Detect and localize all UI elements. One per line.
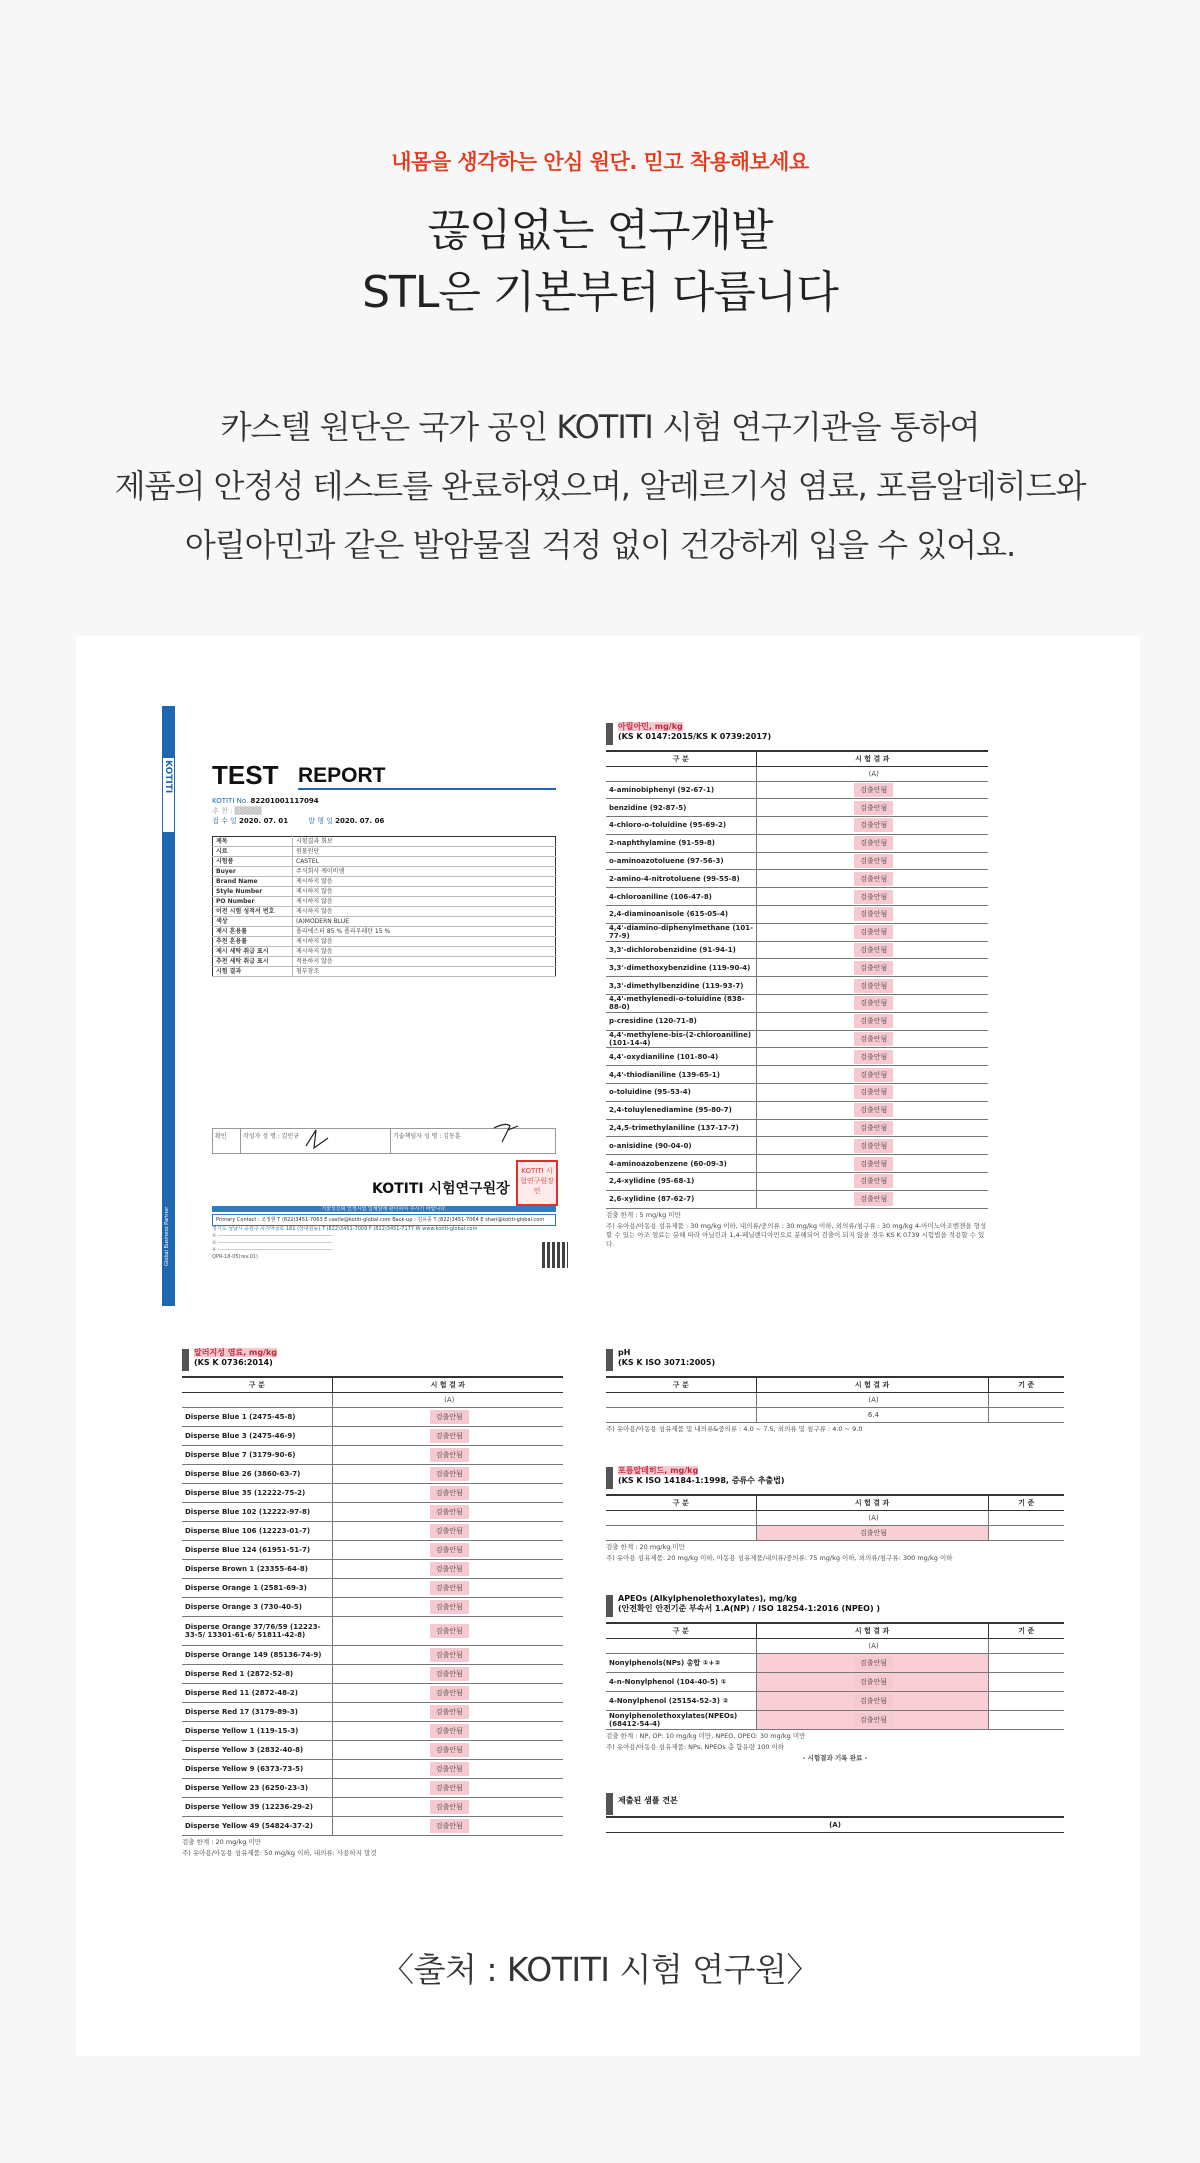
arylamine-row	[606, 1119, 988, 1137]
arylamine-row	[606, 906, 988, 924]
row-result: 검출안됨	[756, 1672, 988, 1691]
row-result: 검출안됨	[332, 1616, 563, 1645]
row-label: Disperse Yellow 39 (12236-29-2)	[182, 1797, 332, 1816]
arylamine-row	[606, 888, 988, 906]
row-label: Disperse Blue 102 (12222-97-8)	[182, 1502, 332, 1521]
arylamine-row	[606, 1155, 988, 1173]
report-row: 추천 세탁 취급 표시 적용하지 않음	[213, 957, 556, 967]
row-result: 검출안됨	[332, 1797, 563, 1816]
row-label: Disperse Orange 1 (2581-69-3)	[182, 1578, 332, 1597]
report-title-test: TEST	[212, 760, 279, 790]
row-result: 검출안됨	[332, 1778, 563, 1797]
disperse-row	[182, 1502, 563, 1521]
report-row: 제목 시험결과 회보	[213, 837, 556, 847]
report-row: PO Number 제시하지 않음	[213, 897, 556, 907]
row-label: 2-naphthylamine (91-59-8)	[606, 834, 756, 852]
row-result: 검출안됨	[332, 1702, 563, 1721]
row-result: 검출안됨	[756, 1710, 988, 1729]
row-label: Disperse Yellow 23 (6250-23-3)	[182, 1778, 332, 1797]
row-result: 검출안됨	[332, 1426, 563, 1445]
row-label: 4-aminobiphenyl (92-67-1)	[606, 781, 756, 799]
disperse-row	[182, 1797, 563, 1816]
disperse-row	[182, 1616, 563, 1645]
row-label: p-cresidine (120-71-8)	[606, 1012, 756, 1030]
disperse-row	[182, 1683, 563, 1702]
row-label: Disperse Yellow 9 (6373-73-5)	[182, 1759, 332, 1778]
row-result: 검출안됨	[332, 1740, 563, 1759]
report-row: 제시 혼용률 폴리에스터 85 % 폴리우레탄 15 %	[213, 927, 556, 937]
disperse-row	[182, 1740, 563, 1759]
row-result: 검출안됨	[332, 1645, 563, 1664]
disperse-row	[182, 1759, 563, 1778]
row-result: 검출안됨	[756, 1137, 988, 1155]
row-result: 검출안됨	[756, 1012, 988, 1030]
row-label: Disperse Blue 3 (2475-46-9)	[182, 1426, 332, 1445]
row-label: 4,4'-methylene-bis-(2-chloroaniline) (101-14-4)	[606, 1030, 756, 1048]
row-result: 검출안됨	[756, 977, 988, 995]
row-label: 4-Nonylphenol (25154-52-3) ②	[606, 1691, 756, 1710]
row-result: 검출안됨	[332, 1597, 563, 1616]
title-underline	[298, 788, 556, 790]
report-row: Style Number 제시하지 않음	[213, 887, 556, 897]
official-seal: KOTITI 시험연구원장인	[516, 1160, 558, 1206]
arylamine-row	[606, 959, 988, 977]
row-label: 2,4-xylidine (95-68-1)	[606, 1173, 756, 1191]
row-label: 4-chloro-o-toluidine (95-69-2)	[606, 817, 756, 835]
row-result: 검출안됨	[332, 1483, 563, 1502]
apeo-note: 주) 유아용/아동용 섬유제품: NPs, NPEOs 총 함유량 100 이하	[606, 1742, 785, 1751]
row-label: Disperse Yellow 3 (2832-40-8)	[182, 1740, 332, 1759]
arylamine-row	[606, 1030, 988, 1048]
row-label: 4-aminoazobenzene (60-09-3)	[606, 1155, 756, 1173]
row-label: 4-n-Nonylphenol (104-40-5) ①	[606, 1672, 756, 1691]
row-label: 2,4-diaminoanisole (615-05-4)	[606, 906, 756, 924]
row-result: 검출안됨	[332, 1407, 563, 1426]
description-line-2: 제품의 안정성 테스트를 완료하였으며, 알레르기성 염료, 포름알데히드와	[114, 467, 1086, 505]
row-result: 검출안됨	[756, 923, 988, 941]
disperse-row	[182, 1540, 563, 1559]
row-result: 검출안됨	[756, 1691, 988, 1710]
description	[0, 398, 1200, 575]
report-row: 시험품 CASTEL	[213, 857, 556, 867]
arylamine-row	[606, 941, 988, 959]
row-result: 검출안됨	[756, 817, 988, 835]
row-result: 검출안됨	[332, 1816, 563, 1835]
report-row: Buyer 주식회사 캐이비엠	[213, 867, 556, 877]
arylamine-row	[606, 1101, 988, 1119]
row-label: o-aminoazotoluene (97-56-3)	[606, 852, 756, 870]
row-label: Disperse Brown 1 (23355-64-8)	[182, 1559, 332, 1578]
row-result: 검출안됨	[332, 1578, 563, 1597]
row-result: 검출안됨	[756, 888, 988, 906]
row-label: 2,6-xylidine (87-62-7)	[606, 1190, 756, 1208]
formaldehyde-limit: 검출 한계 : 20 mg/kg 미만	[606, 1542, 686, 1551]
row-label: Disperse Orange 3 (730-40-5)	[182, 1597, 332, 1616]
row-result: 검출안됨	[756, 1190, 988, 1208]
report-meta: KOTITI No. 82201001117094 추 천 : ▒▒▒▒▒ 접 수 일 2020. 07. 01 발 행 일 2020. 07. 06	[212, 797, 385, 825]
headline-line-2: STL은 기본부터 다릅니다	[362, 267, 838, 318]
arylamine-row	[606, 781, 988, 799]
row-result: 검출안됨	[756, 870, 988, 888]
arylamine-row	[606, 1066, 988, 1084]
arylamine-row	[606, 817, 988, 835]
row-result: 검출안됨	[756, 1066, 988, 1084]
source-caption: 〈출처 : KOTITI 시험 연구원〉	[381, 1950, 819, 1989]
issuer-name: KOTITI 시험연구원장	[372, 1181, 510, 1197]
row-label: Disperse Orange 149 (85136-74-9)	[182, 1645, 332, 1664]
report-row: 시험 결과 첨부참조	[213, 967, 556, 977]
ph-table: pH (KS K ISO 3071:2005) 구 분 시 험 결 과 기 준 (A) 6.4 주) 유아용/아동용 섬유제품 및 내의류&중의류 : 4.0 ~ 7.5, 외의류 및 침구류 : 4.0 ~ 9.0	[606, 1348, 1064, 1434]
disperse-row	[182, 1464, 563, 1483]
row-result: 검출안됨	[756, 1653, 988, 1672]
kotiti-logo: KOTITI	[163, 758, 174, 832]
disperse-row	[182, 1426, 563, 1445]
qr-code	[542, 1242, 568, 1268]
arylamine-limit: 검출 한계 : 5 mg/kg 미만	[606, 1210, 681, 1219]
sample-photo-section: 제출된 샘플 견본 (A)	[606, 1792, 1064, 1833]
apeo-table: APEOs (Alkylphenolethoxylates), mg/kg (안전확인 안전기준 부속서 1.A(NP) / ISO 18254-1:2016 (NPEO) ) 구 분 시 험 결 과 기 준 (A) Nonylphenols(NPs) 총합 ①+② 검출안됨 4-n-Nonylphenol (104-40-5) ① 검출안됨 4-Nonylphenol (25154-52-3) ② 검출안됨 Nonylphenolethoxylates(NPEOs) (68412-54-4) 검출안됨 검출 한계 : NP, OP: 10 mg/kg 미만, NPEO, OPEO: 30 mg/kg 미만 주) 유아용/아동용 섬유제품: NPs, NPEOs 총 함유량 100 이하 - 시험결과 기록 완료 -	[606, 1594, 1064, 1763]
formaldehyde-header: 포름알데히드, mg/kg (KS K ISO 14184-1:1998, 증류수 추출법)	[606, 1466, 1064, 1486]
row-result: 검출안됨	[332, 1464, 563, 1483]
arylamine-row	[606, 870, 988, 888]
row-label: 3,3'-dichlorobenzidine (91-94-1)	[606, 941, 756, 959]
disperse-row	[182, 1521, 563, 1540]
sample-photo-header: 제출된 샘플 견본	[606, 1792, 1064, 1806]
row-result: 검출안됨	[756, 941, 988, 959]
row-result: 검출안됨	[756, 1030, 988, 1048]
disperse-note: 주) 유아용/아동용 섬유제품: 50 mg/kg 이하, 내의류: 사용하지 말것	[182, 1848, 377, 1857]
row-label: Disperse Blue 106 (12223-01-7)	[182, 1521, 332, 1540]
arylamine-row	[606, 834, 988, 852]
formaldehyde-table: 포름알데히드, mg/kg (KS K ISO 14184-1:1998, 증류수 추출법) 구 분 시 험 결 과 기 준 (A) 검출안됨 검출 한계 : 20 mg/kg 미만 주) 유아용 섬유제품: 20 mg/kg 이하, 아동용 섬유제품/내의류/중의류: 75 mg/kg 이하, 외의류/침구류: 300 mg/kg 이하	[606, 1466, 1064, 1563]
row-result: 검출안됨	[332, 1540, 563, 1559]
signature-box: 확인 작성자 성 명 : 김민규 기술책임자 성 명 : 김동훈	[212, 1128, 556, 1154]
row-result: 검출안됨	[756, 1084, 988, 1102]
report-row: 색상 (A)MODERN BLUE	[213, 917, 556, 927]
arylamine-row	[606, 1048, 988, 1066]
apeo-row	[606, 1672, 1064, 1691]
arylamine-row	[606, 977, 988, 995]
report-summary-table	[212, 836, 556, 977]
disperse-header: 알러지성 염료, mg/kg (KS K 0736:2014)	[182, 1348, 563, 1368]
disperse-row	[182, 1664, 563, 1683]
row-label: Disperse Blue 124 (61951-51-7)	[182, 1540, 332, 1559]
row-result: 검출안됨	[756, 959, 988, 977]
report-row: 제시 세탁 취급 표시 제시하지 않음	[213, 947, 556, 957]
arylamine-row	[606, 923, 988, 941]
row-result: 검출안됨	[756, 799, 988, 817]
disperse-dye-table: 알러지성 염료, mg/kg (KS K 0736:2014) 구 분 시 험 결 과 (A) Disperse Blue 1 (2475-45-8) 검출안됨 Disperse Blue 3 (2475-46-9) 검출안됨 Disperse Blue 7 (3179-90-6) 검출안됨 Disperse Blue 26 (3860-63-7) 검출안됨 Disperse Blue 35 (12222-75-2) 검출안됨 Disperse Blue 102 (12222-97-8) 검출안됨 Disperse Blue 106 (12223-01-7) 검출안됨 Disperse Blue 124 (61951-51-7) 검출안됨 Disperse Brown 1 (23355-64-8) 검출안됨 Disperse Orange 1 (2581-69-3) 검출안됨 Disperse Orange 3 (730-40-5) 검출안됨 Disperse Orange 37/76/59 (12223-33-5/ 13301-61-6/ 51811-42-8) 검출안됨 Disperse Orange 149 (85136-74-9) 검출안됨 Disperse Red 1 (2872-52-8) 검출안됨 Disperse Red 11 (2872-48-2) 검출안됨 Disperse Red 17 (3179-89-3) 검출안됨 Disperse Yellow 1 (119-15-3) 검출안됨 Disperse Yellow 3 (2832-40-8) 검출안됨 Disperse Yellow 9 (6373-73-5) 검출안됨 Disperse Yellow 23 (6250-23-3) 검출안됨 Disperse Yellow 39 (12236-29-2) 검출안됨 Disperse Yellow 49 (54824-37-2) 검출안됨 검출 한계 : 20 mg/kg 미만 주) 유아용/아동용 섬유제품: 50 mg/kg 이하, 내의류: 사용하지 말것	[182, 1348, 563, 1858]
row-label: 2-amino-4-nitrotoluene (99-55-8)	[606, 870, 756, 888]
row-result: 검출안됨	[756, 906, 988, 924]
description-line-1: 카스텔 원단은 국가 공인 KOTITI 시험 연구기관을 통하여	[220, 408, 980, 446]
row-result: 검출안됨	[756, 1048, 988, 1066]
ph-note: 주) 유아용/아동용 섬유제품 및 내의류&중의류 : 4.0 ~ 7.5, 외의류 및 침구류 : 4.0 ~ 9.0	[606, 1424, 863, 1433]
row-result: 검출안됨	[756, 852, 988, 870]
disperse-row	[182, 1559, 563, 1578]
signature-scribble-1	[302, 1126, 332, 1152]
ph-header: pH (KS K ISO 3071:2005)	[606, 1348, 1064, 1368]
row-label: o-anisidine (90-04-0)	[606, 1137, 756, 1155]
row-label: Disperse Yellow 49 (54824-37-2)	[182, 1816, 332, 1835]
row-label: Disperse Blue 26 (3860-63-7)	[182, 1464, 332, 1483]
arylamine-row	[606, 1190, 988, 1208]
apeo-row	[606, 1710, 1064, 1729]
ph-value: 6.4	[756, 1407, 988, 1422]
row-label: 4,4'-oxydianiline (101-80-4)	[606, 1048, 756, 1066]
row-label: benzidine (92-87-5)	[606, 799, 756, 817]
row-label: Disperse Blue 35 (12222-75-2)	[182, 1483, 332, 1502]
arylamine-row	[606, 1173, 988, 1191]
arylamine-note: 주) 유아용/아동용 섬유제품 : 30 mg/kg 이하, 내의류/중의류 : 30 mg/kg 이하, 외의류/침구류 : 30 mg/kg 4-아미노아조벤젠을 형성할 수 있는 아조 염료는 분해 따라 아닐린과 1,4-페닐렌디아민으로 분해되어 검출이 되지 않을 경우 KS K 0739 시험법을 적용할 수 있다.	[606, 1221, 987, 1248]
disperse-row	[182, 1445, 563, 1464]
row-label: Disperse Red 1 (2872-52-8)	[182, 1664, 332, 1683]
disperse-row	[182, 1578, 563, 1597]
headline	[0, 200, 1200, 324]
row-result: 검출안됨	[332, 1721, 563, 1740]
formaldehyde-note: 주) 유아용 섬유제품: 20 mg/kg 이하, 아동용 섬유제품/내의류/중의류: 75 mg/kg 이하, 외의류/침구류: 300 mg/kg 이하	[606, 1553, 953, 1562]
row-label: Nonylphenols(NPs) 총합 ①+②	[606, 1653, 756, 1672]
row-result: 검출안됨	[332, 1445, 563, 1464]
row-label: 2,4-toluylenediamine (95-80-7)	[606, 1101, 756, 1119]
row-label: Disperse Blue 1 (2475-45-8)	[182, 1407, 332, 1426]
disperse-row	[182, 1778, 563, 1797]
row-result: 검출안됨	[332, 1559, 563, 1578]
row-label: 2,4,5-trimethylaniline (137-17-7)	[606, 1119, 756, 1137]
row-label: 3,3'-dimethylbenzidine (119-93-7)	[606, 977, 756, 995]
test-report	[162, 706, 570, 1306]
report-row: 이전 시험 성적서 번호 제시하지 않음	[213, 907, 556, 917]
disperse-row	[182, 1483, 563, 1502]
row-label: 3,3'-dimethoxybenzidine (119-90-4)	[606, 959, 756, 977]
row-label: 4,4'-thiodianiline (139-65-1)	[606, 1066, 756, 1084]
row-result: 검출안됨	[756, 1119, 988, 1137]
row-label: Disperse Red 17 (3179-89-3)	[182, 1702, 332, 1721]
row-result: 검출안됨	[756, 1173, 988, 1191]
row-label: Nonylphenolethoxylates(NPEOs) (68412-54-4)	[606, 1710, 756, 1729]
row-label: o-toluidine (95-53-4)	[606, 1084, 756, 1102]
report-row: 추천 혼용률 제시하지 않음	[213, 937, 556, 947]
signature-scribble-2	[492, 1120, 522, 1146]
report-title-report: REPORT	[298, 764, 386, 787]
row-label: Disperse Yellow 1 (119-15-3)	[182, 1721, 332, 1740]
row-result: 검출안됨	[332, 1521, 563, 1540]
arylamine-row	[606, 1084, 988, 1102]
row-result: 검출안됨	[332, 1759, 563, 1778]
report-footer: 기술성신뢰 인정시험 업체임에 판이하여 주시기 바랍니다. Primary Contact : 조정현 T (822)3451-7063 E castle@kotiti-global.com Back-up : 김유종 T (822)3451-7064 E shari@kotiti-global.com 경기도 성남시 중원구 사기막골로 161 (상대원동) T (822)3451-7009 F (822)3451-7177 W www.kotiti-global.com ※ ────────────────────────────────────── ※ ────────────────────────────────────── ※ ────────────────────────────────────── QPR-18-05(rev.01)	[212, 1206, 556, 1261]
row-label: 4,4'-diamino-diphenylmethane (101-77-9)	[606, 923, 756, 941]
headline-line-1: 끊임없는 연구개발	[427, 205, 773, 256]
disperse-row	[182, 1407, 563, 1426]
side-text: Global Business Partner	[164, 1206, 170, 1266]
row-label: 4-chloroaniline (106-47-8)	[606, 888, 756, 906]
disperse-row	[182, 1721, 563, 1740]
disperse-row	[182, 1597, 563, 1616]
arylamine-row	[606, 995, 988, 1013]
disperse-row	[182, 1702, 563, 1721]
description-line-3: 아릴아민과 같은 발암물질 걱정 없이 건강하게 입을 수 있어요.	[184, 526, 1016, 564]
arylamine-row	[606, 1012, 988, 1030]
disperse-limit: 검출 한계 : 20 mg/kg 미만	[182, 1837, 262, 1846]
row-result: 검출안됨	[756, 781, 988, 799]
row-result: 검출안됨	[332, 1664, 563, 1683]
disperse-row	[182, 1816, 563, 1835]
arylamine-row	[606, 799, 988, 817]
row-result: 검출안됨	[756, 995, 988, 1013]
formaldehyde-result: 검출안됨	[756, 1525, 988, 1540]
arylamine-row	[606, 852, 988, 870]
arylamine-table: 아릴아민, mg/kg (KS K 0147:2015/KS K 0739:2017) 구 분 시 험 결 과 (A) 4-aminobiphenyl (92-67-1) 검출안됨 benzidine (92-87-5) 검출안됨 4-chloro-o-toluidine (95-69-2) 검출안됨 2-naphthylamine (91-59-8) 검출안됨 o-aminoazotoluene (97-56-3) 검출안됨 2-amino-4-nitrotoluene (99-55-8) 검출안됨 4-chloroaniline (106-47-8) 검출안됨 2,4-diaminoanisole (615-05-4) 검출안됨 4,4'-diamino-diphenylmethane (101-77-9) 검출안됨 3,3'-dichlorobenzidine (91-94-1) 검출안됨 3,3'-dimethoxybenzidine (119-90-4) 검출안됨 3,3'-dimethylbenzidine (119-93-7) 검출안됨 4,4'-methylenedi-o-toluidine (838-88-0) 검출안됨 p-cresidine (120-71-8) 검출안됨 4,4'-methylene-bis-(2-chloroaniline) (101-14-4) 검출안됨 4,4'-oxydianiline (101-80-4) 검출안됨 4,4'-thiodianiline (139-65-1) 검출안됨 o-toluidine (95-53-4) 검출안됨 2,4-toluylenediamine (95-80-7) 검출안됨 2,4,5-trimethylaniline (137-17-7) 검출안됨 o-anisidine (90-04-0) 검출안됨 4-aminoazobenzene (60-09-3) 검출안됨 2,4-xylidine (95-68-1) 검출안됨 2,6-xylidine (87-62-7) 검출안됨 검출 한계 : 5 mg/kg 미만 주) 유아용/아동용 섬유제품 : 30 mg/kg 이하, 내의류/중의류 : 30 mg/kg 이하, 외의류/침구류 : 30 mg/kg 4-아미노아조벤젠을 형성할 수 있는 아조 염료는 분해 따라 아닐린과 1,4-페닐렌디아민으로 분해되어 검출이 되지 않을 경우 KS K 0739 시험법을 적용할 수 있다.	[606, 722, 987, 1248]
report-row: Brand Name 제시하지 않음	[213, 877, 556, 887]
row-result: 검출안됨	[756, 1101, 988, 1119]
row-label: Disperse Orange 37/76/59 (12223-33-5/ 13301-61-6/ 51811-42-8)	[182, 1616, 332, 1645]
row-label: Disperse Blue 7 (3179-90-6)	[182, 1445, 332, 1464]
row-result: 검출안됨	[332, 1683, 563, 1702]
row-result: 검출안됨	[756, 834, 988, 852]
arylamine-header: 아릴아민, mg/kg (KS K 0147:2015/KS K 0739:2017)	[606, 722, 988, 742]
disperse-row	[182, 1645, 563, 1664]
row-label: Disperse Red 11 (2872-48-2)	[182, 1683, 332, 1702]
apeo-limit: 검출 한계 : NP, OP: 10 mg/kg 미만, NPEO, OPEO: 30 mg/kg 미만	[606, 1731, 806, 1740]
row-result: 검출안됨	[756, 1155, 988, 1173]
row-result: 검출안됨	[332, 1502, 563, 1521]
apeo-header: APEOs (Alkylphenolethoxylates), mg/kg (안전확인 안전기준 부속서 1.A(NP) / ISO 18254-1:2016 (NPEO) )	[606, 1594, 1064, 1614]
apeo-row	[606, 1653, 1064, 1672]
report-row: 시료 원물원단	[213, 847, 556, 857]
row-label: 4,4'-methylenedi-o-toluidine (838-88-0)	[606, 995, 756, 1013]
apeo-end: - 시험결과 기록 완료 -	[802, 1753, 868, 1762]
tagline: 내몸을 생각하는 안심 원단. 믿고 착용해보세요	[391, 150, 809, 174]
arylamine-row	[606, 1137, 988, 1155]
apeo-row	[606, 1691, 1064, 1710]
